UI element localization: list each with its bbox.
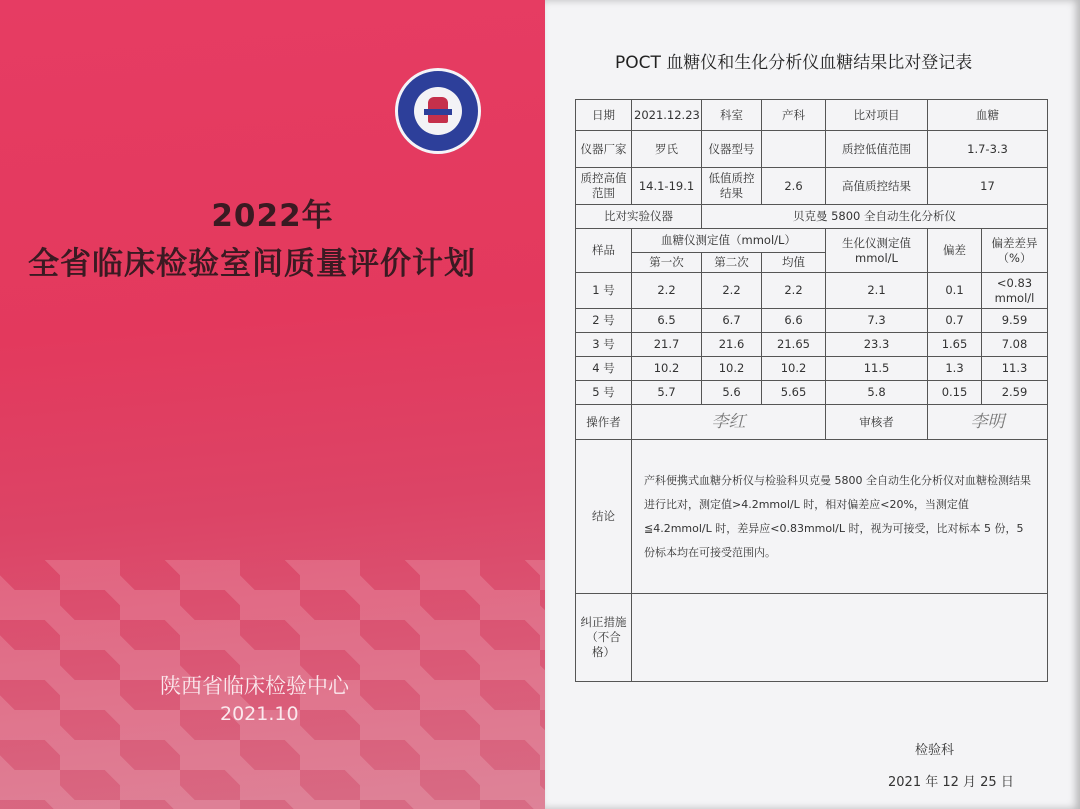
cell-diff: 7.08 [982, 333, 1048, 357]
operator-signature: 李红 [632, 405, 826, 440]
cell-diff: <0.83 mmol/l [982, 273, 1048, 309]
cell-dev: 0.7 [928, 309, 982, 333]
sample-row [576, 333, 1048, 357]
cell-mean: 2.2 [762, 273, 826, 309]
label-biochem-value: 生化仪测定值 mmol/L [826, 229, 928, 273]
cell-second: 10.2 [702, 357, 762, 381]
cell-biochem: 23.3 [826, 333, 928, 357]
label-qc-high-range: 质控高值范围 [576, 168, 632, 205]
label-reviewer: 审核者 [826, 405, 928, 440]
value-item: 血糖 [928, 100, 1048, 131]
cover-title: 全省临床检验室间质量评价计划 [28, 246, 476, 282]
cell-mean: 6.6 [762, 309, 826, 333]
value-model [762, 131, 826, 168]
value-dept: 产科 [762, 100, 826, 131]
cell-diff: 2.59 [982, 381, 1048, 405]
cell-sample: 2 号 [576, 309, 632, 333]
cell-mean: 5.65 [762, 381, 826, 405]
cell-second: 21.6 [702, 333, 762, 357]
value-qc-high-range: 14.1-19.1 [632, 168, 702, 205]
label-qc-low-result: 低值质控结果 [702, 168, 762, 205]
sccl-logo [395, 68, 481, 154]
label-operator: 操作者 [576, 405, 632, 440]
cell-sample: 5 号 [576, 381, 632, 405]
cell-biochem: 2.1 [826, 273, 928, 309]
label-conclusion: 结论 [576, 440, 632, 594]
cell-mean: 21.65 [762, 333, 826, 357]
cell-second: 2.2 [702, 273, 762, 309]
sample-row [576, 381, 1048, 405]
comparison-form-sheet [545, 0, 1080, 809]
cover-date: 2021.10 [220, 703, 299, 725]
label-model: 仪器型号 [702, 131, 762, 168]
label-corrective: 纠正措施（不合格） [576, 594, 632, 682]
cell-mean: 10.2 [762, 357, 826, 381]
cover-organization: 陕西省临床检验中心 [160, 674, 349, 698]
cell-second: 6.7 [702, 309, 762, 333]
cover-year: 2022年 [211, 198, 334, 234]
label-mean: 均值 [762, 253, 826, 273]
corrective-text [632, 594, 1048, 682]
label-item: 比对项目 [826, 100, 928, 131]
label-maker: 仪器厂家 [576, 131, 632, 168]
label-dept: 科室 [702, 100, 762, 131]
sample-row [576, 273, 1048, 309]
cell-dev: 1.3 [928, 357, 982, 381]
cell-first: 6.5 [632, 309, 702, 333]
cell-dev: 0.15 [928, 381, 982, 405]
label-qc-low-range: 质控低值范围 [826, 131, 928, 168]
label-second: 第二次 [702, 253, 762, 273]
sample-row [576, 309, 1048, 333]
label-first: 第一次 [632, 253, 702, 273]
cell-sample: 1 号 [576, 273, 632, 309]
value-qc-low-range: 1.7-3.3 [928, 131, 1048, 168]
value-ref-instrument: 贝克曼 5800 全自动生化分析仪 [702, 205, 1048, 229]
cell-first: 2.2 [632, 273, 702, 309]
cell-dev: 0.1 [928, 273, 982, 309]
label-ref-instrument: 比对实验仪器 [576, 205, 702, 229]
label-deviation-diff: 偏差差异（%） [982, 229, 1048, 273]
cell-diff: 9.59 [982, 309, 1048, 333]
cell-diff: 11.3 [982, 357, 1048, 381]
form-heading: POCT 血糖仪和生化分析仪血糖结果比对登记表 [615, 53, 973, 73]
cell-first: 10.2 [632, 357, 702, 381]
sample-row [576, 357, 1048, 381]
value-qc-low-result: 2.6 [762, 168, 826, 205]
value-qc-high-result: 17 [928, 168, 1048, 205]
label-deviation: 偏差 [928, 229, 982, 273]
cell-sample: 3 号 [576, 333, 632, 357]
cell-first: 5.7 [632, 381, 702, 405]
conclusion-text: 产科便携式血糖分析仪与检验科贝克曼 5800 全自动生化分析仪对血糖检测结果进行比对，测定值>4.2mmol/L 时，相对偏差应<20%，当测定值≦4.2mmol/L 时，差异应<0.83mmol/L 时，视为可接受，比对标本 5 份，5 份标本均在可接受范围内。 [632, 440, 1048, 594]
cell-sample: 4 号 [576, 357, 632, 381]
cell-dev: 1.65 [928, 333, 982, 357]
footer-date: 2021 年 12 月 25 日 [888, 775, 1014, 790]
value-date: 2021.12.23 [632, 100, 702, 131]
label-glucometer-value: 血糖仪测定值（mmol/L） [632, 229, 826, 253]
label-qc-high-result: 高值质控结果 [826, 168, 928, 205]
footer-department: 检验科 [915, 743, 955, 758]
cell-second: 5.6 [702, 381, 762, 405]
label-date: 日期 [576, 100, 632, 131]
comparison-table [575, 99, 1048, 682]
value-maker: 罗氏 [632, 131, 702, 168]
label-sample: 样品 [576, 229, 632, 273]
cell-biochem: 7.3 [826, 309, 928, 333]
cell-biochem: 11.5 [826, 357, 928, 381]
cell-biochem: 5.8 [826, 381, 928, 405]
cell-first: 21.7 [632, 333, 702, 357]
reviewer-signature: 李明 [928, 405, 1048, 440]
